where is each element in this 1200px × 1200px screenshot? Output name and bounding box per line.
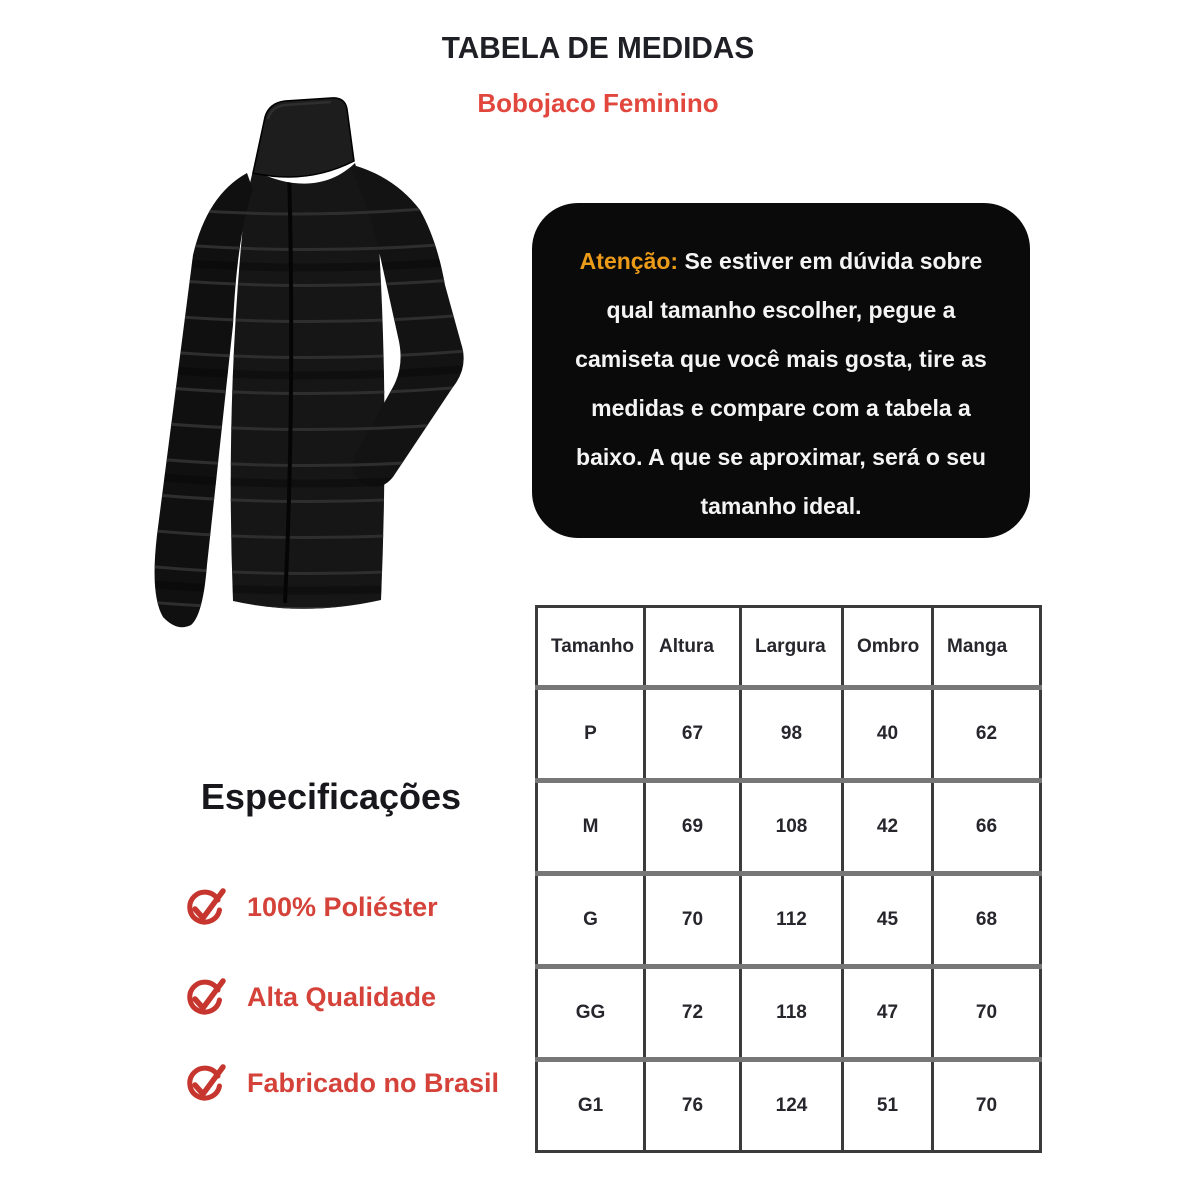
size-cell: 98	[741, 688, 843, 781]
size-cell: 70	[645, 874, 741, 967]
product-photo-black-puffer-jacket-image	[95, 95, 495, 655]
attention-body: Se estiver em dúvida sobre qual tamanho escolher, pegue a camiseta que você mais gosta, tire as medidas e compare com a tabela a baixo. A que se aproximar, será o seu tamanho ideal.	[575, 248, 987, 519]
spec-item-qualidade	[183, 972, 436, 1022]
size-cell: 72	[645, 967, 741, 1060]
size-row-g	[537, 874, 1041, 967]
size-row-g1	[537, 1060, 1041, 1152]
column-header-manga: Manga	[933, 607, 1041, 688]
spec-item-label: Fabricado no Brasil	[247, 1067, 500, 1098]
size-cell: G1	[537, 1060, 645, 1152]
attention-label: Atenção:	[579, 248, 679, 274]
check-circle-icon	[183, 883, 227, 931]
spec-item-fabricado	[183, 1058, 499, 1108]
size-cell: G	[537, 874, 645, 967]
size-table-header-row	[537, 607, 1041, 688]
attention-note-text	[558, 237, 1004, 531]
size-cell: P	[537, 688, 645, 781]
size-cell: 112	[741, 874, 843, 967]
size-cell: 76	[645, 1060, 741, 1152]
size-cell: 40	[843, 688, 933, 781]
size-cell: 68	[933, 874, 1041, 967]
size-cell: 70	[933, 1060, 1041, 1152]
page-subtitle: Bobojaco Feminino	[477, 88, 719, 118]
spec-item-poliester	[183, 882, 438, 932]
size-cell: 51	[843, 1060, 933, 1152]
size-cell: 108	[741, 781, 843, 874]
column-header-tamanho: Tamanho	[537, 607, 645, 688]
size-cell: 45	[843, 874, 933, 967]
column-header-ombro: Ombro	[843, 607, 933, 688]
spec-item-label: Alta Qualidade	[247, 981, 437, 1012]
size-cell: 42	[843, 781, 933, 874]
column-header-largura: Largura	[741, 607, 843, 688]
check-circle-icon	[183, 1059, 227, 1107]
size-cell: 124	[741, 1060, 843, 1152]
size-cell: 69	[645, 781, 741, 874]
spec-item-label: 100% Poliéster	[247, 891, 438, 922]
size-cell: GG	[537, 967, 645, 1060]
attention-note-box	[532, 203, 1030, 538]
page-title: TABELA DE MEDIDAS	[441, 30, 755, 65]
specifications-title: Especificações	[200, 776, 462, 817]
check-circle-icon	[183, 973, 227, 1021]
column-header-altura: Altura	[645, 607, 741, 688]
size-cell: 47	[843, 967, 933, 1060]
size-cell: M	[537, 781, 645, 874]
size-cell: 70	[933, 967, 1041, 1060]
size-cell: 62	[933, 688, 1041, 781]
size-table	[535, 605, 1042, 1153]
size-row-m	[537, 781, 1041, 874]
size-cell: 118	[741, 967, 843, 1060]
size-cell: 67	[645, 688, 741, 781]
size-cell: 66	[933, 781, 1041, 874]
size-row-p	[537, 688, 1041, 781]
size-row-gg	[537, 967, 1041, 1060]
